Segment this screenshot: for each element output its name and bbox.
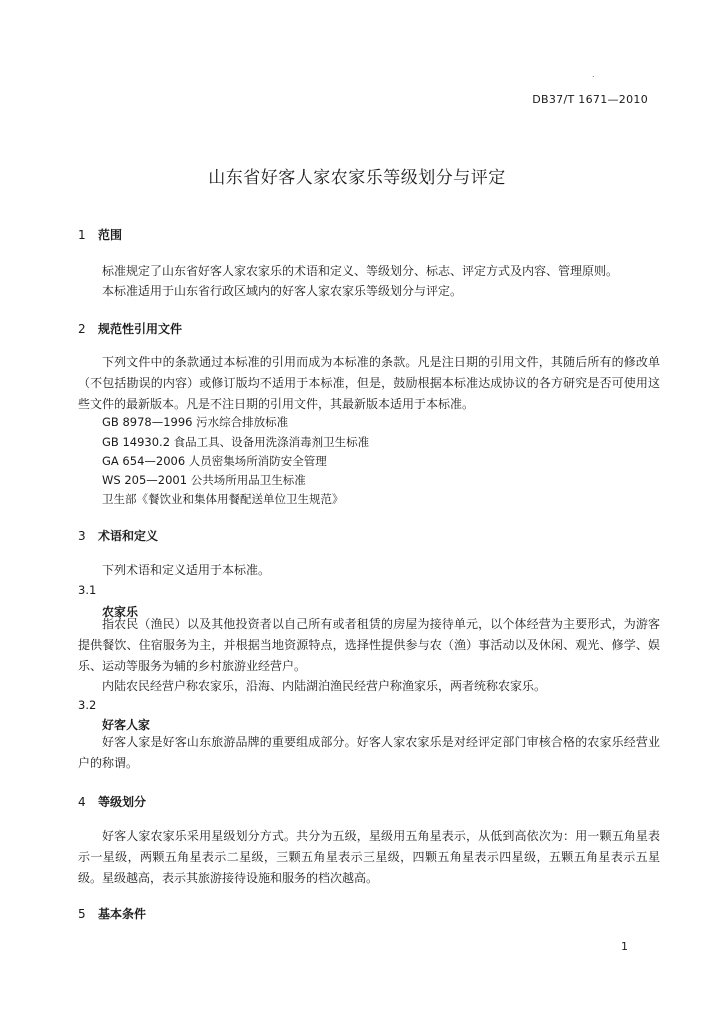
- term-note: 内陆农民经营户称农家乐，沿海、内陆湖泊渔民经营户称渔家乐，两者统称农家乐。: [102, 679, 547, 693]
- normative-intro: 下列文件中的条款通过本标准的引用而成为本标准的条款。凡是注日期的引用文件，其随后所有的修改单（不包括勘误的内容）或修订版均不适用于本标准，但是，鼓励根据本标准达成协议的各方研究是否可使用这些文件的最新版本。凡是不注日期的引用文件，其最新版本适用于本标准。: [78, 355, 660, 411]
- section-label: 规范性引用文件: [98, 322, 183, 336]
- standard-number: DB37/T 1671—2010: [532, 93, 648, 106]
- term-definition: 好客人家是好客山东旅游品牌的重要组成部分。好客人家农家乐是对经评定部门审核合格的农家乐经营业户的称谓。: [78, 735, 660, 770]
- section-heading-2: [78, 320, 182, 337]
- grading-paragraph: 好客人家农家乐采用星级划分方式。共分为五级，星级用五角星表示，从低到高依次为：用一颗五角星表示一星级，两颗五角星表示二星级，三颗五角星表示三星级，四颗五角星表示四星级，五颗五角星表示五星级。星级越高，表示其旅游接待设施和服务的档次越高。: [78, 829, 660, 885]
- section-number: 1: [78, 228, 86, 242]
- section-number: 4: [78, 795, 86, 809]
- section-heading-1: [78, 226, 122, 243]
- section-heading-4: [78, 793, 146, 810]
- section-label: 等级划分: [98, 795, 147, 809]
- term-definition: 指农民（渔民）以及其他投资者以自己所有或者租赁的房屋为接待单元，以个体经营为主要形式，为游客提供餐饮、住宿服务为主，并根据当地资源特点，选择性提供参与农（渔）事活动以及休闲、观光、修学、娱乐、运动等服务为辅的乡村旅游业经营户。: [78, 617, 660, 673]
- document-title: 山东省好客人家农家乐等级划分与评定: [208, 168, 506, 188]
- reference-item: GB 14930.2 食品工具、设备用洗涤消毒剂卫生标准: [102, 435, 370, 449]
- scope-paragraph-1: 标准规定了山东省好客人家农家乐的术语和定义、等级划分、标志、评定方式及内容、管理原则。: [102, 264, 619, 278]
- section-label: 基本条件: [98, 907, 147, 921]
- term-number: 3.2: [78, 698, 97, 712]
- section-number: 3: [78, 529, 86, 543]
- term-name: 农家乐: [102, 605, 139, 619]
- terms-intro: 下列术语和定义适用于本标准。: [102, 563, 271, 577]
- term-number: 3.1: [78, 583, 97, 597]
- section-heading-3: [78, 527, 158, 544]
- reference-item: GB 8978—1996 污水综合排放标准: [102, 415, 289, 429]
- section-heading-5: [78, 905, 146, 922]
- section-number: 5: [78, 907, 86, 921]
- section-label: 范围: [98, 228, 123, 242]
- corner-mark: .: [592, 70, 595, 79]
- scope-paragraph-2: 本标准适用于山东省行政区域内的好客人家农家乐等级划分与评定。: [102, 284, 463, 298]
- term-name: 好客人家: [102, 718, 151, 732]
- section-label: 术语和定义: [98, 529, 159, 543]
- reference-item: 卫生部《餐饮业和集体用餐配送单位卫生规范》: [102, 492, 344, 506]
- reference-item: GA 654—2006 人员密集场所消防安全管理: [102, 454, 327, 468]
- reference-item: WS 205—2001 公共场所用品卫生标准: [102, 473, 306, 487]
- page-number: 1: [621, 940, 628, 953]
- section-number: 2: [78, 322, 86, 336]
